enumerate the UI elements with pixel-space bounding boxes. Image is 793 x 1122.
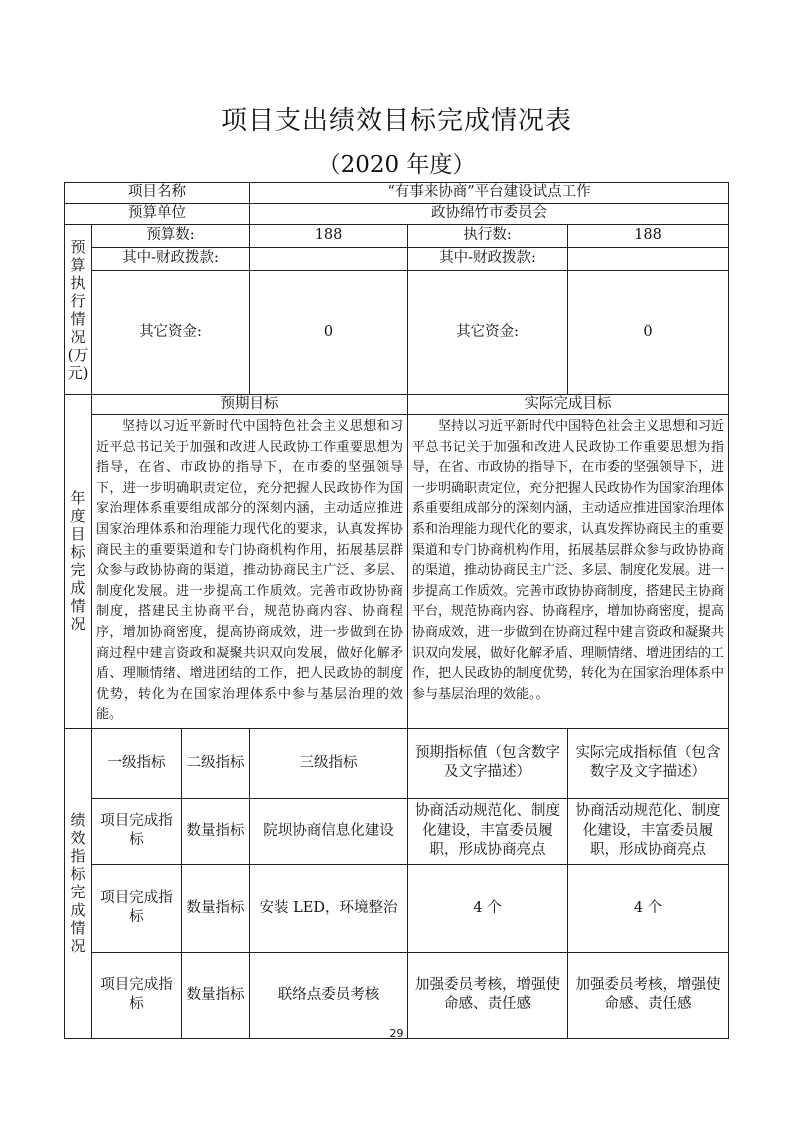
other-funds-exec-value: 0 xyxy=(568,271,729,395)
row2-actual: 4 个 xyxy=(568,864,729,952)
row-budget xyxy=(65,225,729,248)
project-name-label: 项目名称 xyxy=(65,183,250,204)
table-row xyxy=(65,798,729,864)
row1-level2: 数量指标 xyxy=(182,798,250,864)
row2-level2: 数量指标 xyxy=(182,864,250,952)
actual-goal-header: 实际完成目标 xyxy=(408,395,729,415)
level1-header: 一级指标 xyxy=(92,728,182,798)
exec-amount-label: 执行数: xyxy=(408,225,568,248)
row-indicator-headers xyxy=(65,728,729,798)
row-goal-headers xyxy=(65,395,729,415)
fiscal-value xyxy=(250,248,408,271)
page-number: 29 xyxy=(389,1027,404,1040)
table-row xyxy=(65,952,729,1038)
other-funds-exec-label: 其它资金: xyxy=(408,271,568,395)
row3-actual: 加强委员考核，增强使命感、责任感 xyxy=(568,952,729,1038)
row1-actual: 协商活动规范化、制度化建设，丰富委员履职，形成协商亮点 xyxy=(568,798,729,864)
table-row xyxy=(65,864,729,952)
actual-value-header: 实际完成指标值（包含数字及文字描述） xyxy=(568,728,729,798)
other-funds-label: 其它资金: xyxy=(92,271,250,395)
expected-goal-text: 坚持以习近平新时代中国特色社会主义思想和习近平总书记关于加强和改进人民政协工作重要思想为指导，在省、市政协的指导下，在市委的坚强领导下，进一步明确职责定位，充分把握人民政协作为国家治理体系重要组成部分的深刻内涵，主动适应推进国家治理体系和治理能力现代化的要求，认真发挥协商民主的重要渠道和专门协商机构作用，拓展基层群众参与政协协商的渠道，推动协商民主广泛、多层、制度化发展。进一步提高工作质效。完善市政协协商制度，搭建民主协商平台，规范协商内容、协商程序，增加协商密度，提高协商成效，进一步做到在协商过程中建言资政和凝聚共识双向发展，做好化解矛盾、理顺情绪、增进团结的工作，把人民政协的制度优势，转化为在国家治理体系中参与基层治理的效能。 xyxy=(92,415,408,729)
performance-table xyxy=(64,182,729,1039)
row1-level1: 项目完成指标 xyxy=(92,798,182,864)
budget-amount-label: 预算数: xyxy=(92,225,250,248)
row3-expected: 加强委员考核，增强使命感、责任感 xyxy=(408,952,568,1038)
actual-goal-text: 坚持以习近平新时代中国特色社会主义思想和习近平总书记关于加强和改进人民政协工作重要思想为指导，在省、市政协的指导下，在市委的坚强领导下，进一步明确职责定位，充分把握人民政协作为国家治理体系重要组成部分的深刻内涵，主动适应推进国家治理体系和治理能力现代化的要求，认真发挥协商民主的重要渠道和专门协商机构作用，拓展基层群众参与政协协商的渠道，推动协商民主广泛、多层、制度化发展。进一步提高工作质效。完善市政协协商制度，搭建民主协商平台，规范协商内容、协商程序，增加协商密度，提高协商成效，进一步做到在协商过程中建言资政和凝聚共识双向发展，做好化解矛盾、理顺情绪、增进团结的工作，把人民政协的制度优势，转化为在国家治理体系中参与基层治理的效能。。 xyxy=(408,415,729,729)
page-title: 项目支出绩效目标完成情况表 xyxy=(220,106,572,136)
row2-level3: 安装 LED，环境整治 xyxy=(250,864,408,952)
budget-amount-value: 188 xyxy=(250,225,408,248)
budget-section-label: 预 算 执 行 情 况 (万 元) xyxy=(65,225,92,395)
row3-level3: 联络点委员考核 xyxy=(250,952,408,1038)
page-subtitle: （2020 年度） xyxy=(317,152,476,178)
expected-goal-header: 预期目标 xyxy=(92,395,408,415)
fiscal-exec-value xyxy=(568,248,729,271)
row-other-funds xyxy=(65,271,729,395)
row1-level3: 院坝协商信息化建设 xyxy=(250,798,408,864)
row2-expected: 4 个 xyxy=(408,864,568,952)
row1-expected: 协商活动规范化、制度化建设，丰富委员履职，形成协商亮点 xyxy=(408,798,568,864)
row3-level1: 项目完成指标 xyxy=(92,952,182,1038)
row2-level1: 项目完成指标 xyxy=(92,864,182,952)
row3-level2: 数量指标 xyxy=(182,952,250,1038)
budget-unit-label: 预算单位 xyxy=(65,204,250,225)
row-fiscal xyxy=(65,248,729,271)
budget-unit-value: 政协绵竹市委员会 xyxy=(250,204,729,225)
performance-section-label: 绩 效 指 标 完 成 情 况 xyxy=(65,728,92,1038)
level2-header: 二级指标 xyxy=(182,728,250,798)
fiscal-label: 其中-财政拨款: xyxy=(92,248,250,271)
row-project-name xyxy=(65,183,729,204)
level3-header: 三级指标 xyxy=(250,728,408,798)
other-funds-value: 0 xyxy=(250,271,408,395)
exec-amount-value: 188 xyxy=(568,225,729,248)
expected-value-header: 预期指标值（包含数字及文字描述） xyxy=(408,728,568,798)
project-name-value: “有事来协商”平台建设试点工作 xyxy=(250,183,729,204)
fiscal-exec-label: 其中-财政拨款: xyxy=(408,248,568,271)
row-goal-text xyxy=(65,415,729,729)
annual-goal-section-label: 年 度 目 标 完 成 情 况 xyxy=(65,395,92,729)
row-budget-unit xyxy=(65,204,729,225)
